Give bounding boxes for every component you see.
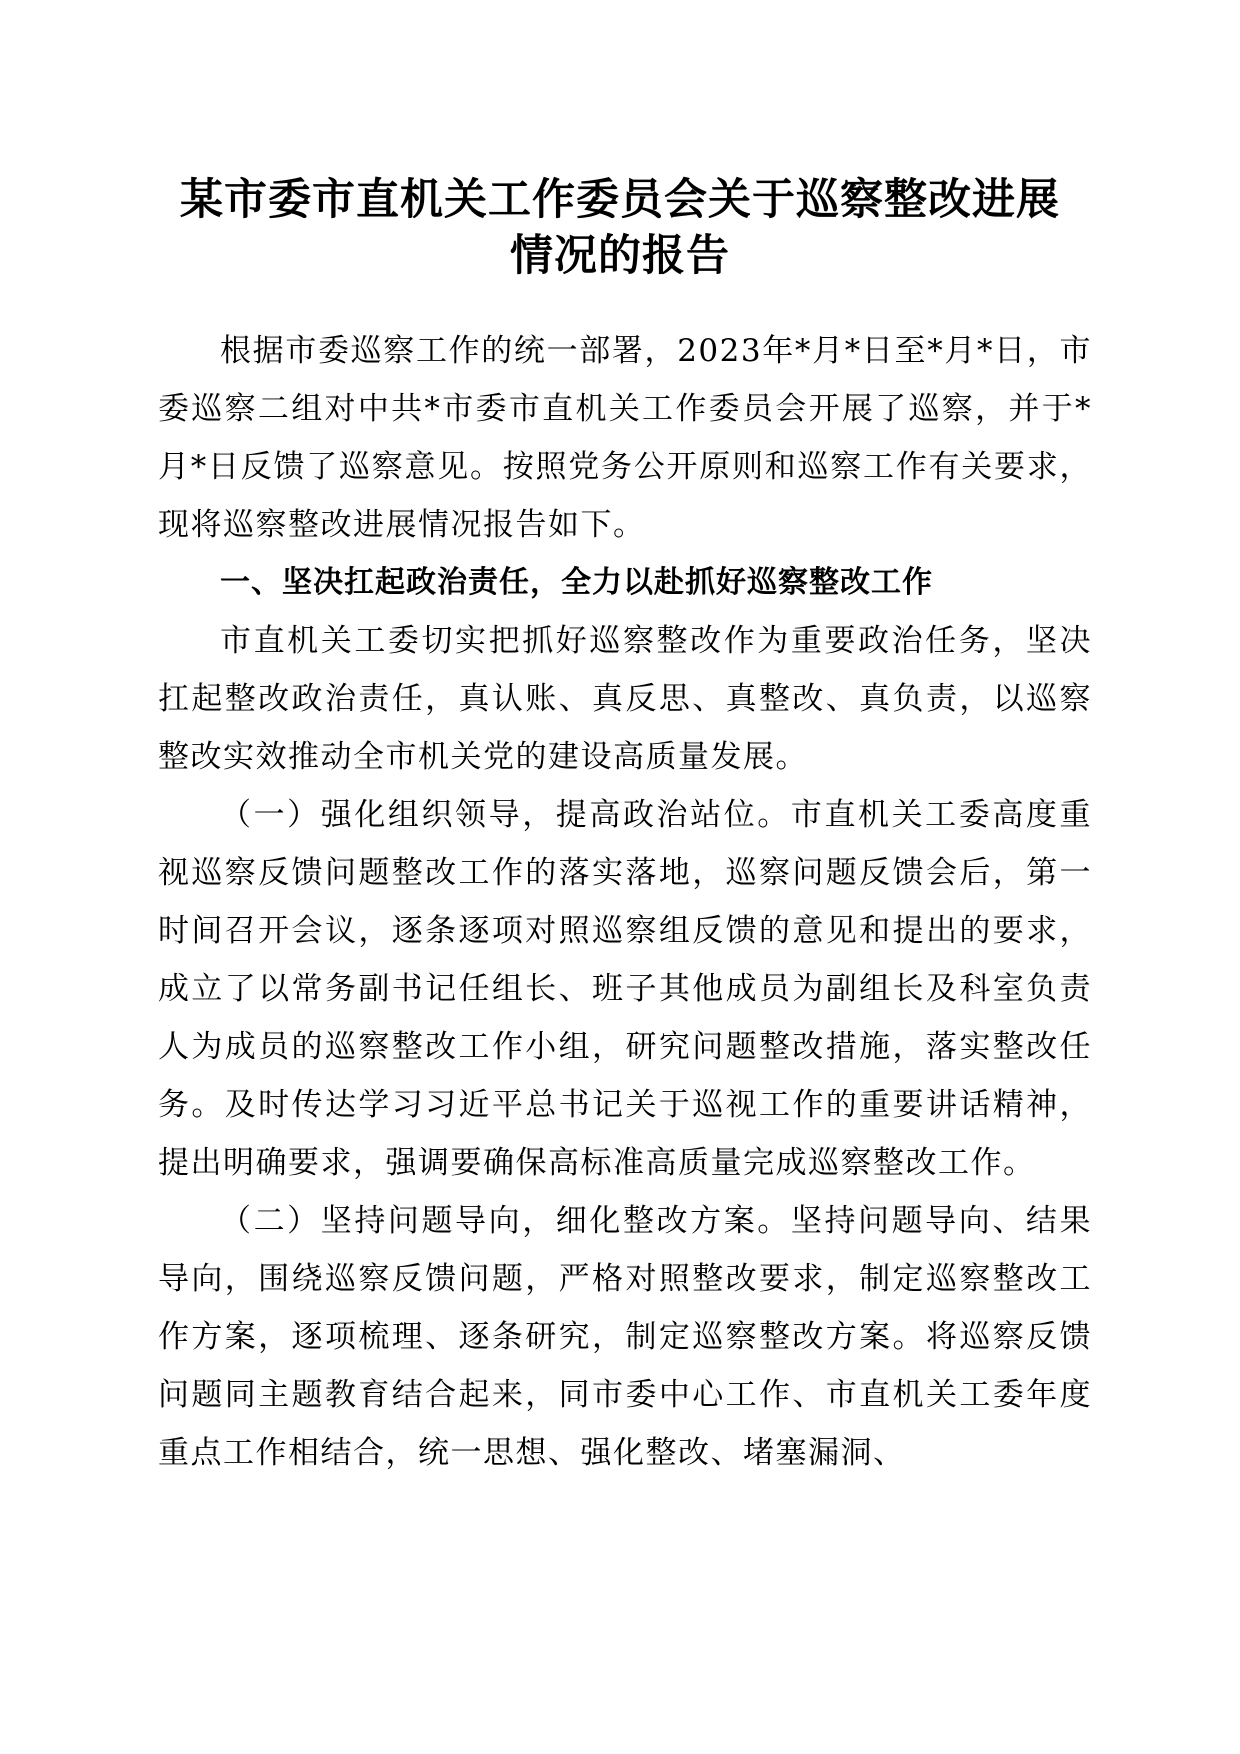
document-body xyxy=(158,322,1092,1482)
section-heading-1: 一、坚决扛起政治责任，全力以赴抓好巡察整改工作 xyxy=(220,565,933,600)
title-line-2: 情况的报告 xyxy=(510,231,730,281)
document-title xyxy=(120,172,1120,284)
section-1-paragraph: 市直机关工委切实把抓好巡察整改作为重要政治任务，坚决扛起整改政治责任，真认账、真反思、真整改、真负责，以巡察整改实效推动全市机关党的建设高质量发展。 xyxy=(158,623,1092,775)
intro-paragraph: 根据市委巡察工作的统一部署，2023年*月*日至*月*日，市委巡察二组对中共*市委市直机关工作委员会开展了巡察，并于*月*日反馈了巡察意见。按照党务公开原则和巡察工作有关要求，现将巡察整改进展情况报告如下。 xyxy=(158,333,1092,543)
subsection-2-paragraph: （二）坚持问题导向，细化整改方案。坚持问题导向、结果导向，围绕巡察反馈问题，严格对照整改要求，制定巡察整改工作方案，逐项梳理、逐条研究，制定巡察整改方案。将巡察反馈问题同主题教育结合起来，同市委中心工作、市直机关工委年度重点工作相结合，统一思想、强化整改、堵塞漏洞、 xyxy=(158,1203,1092,1471)
title-line-1: 某市委市直机关工作委员会关于巡察整改进展 xyxy=(180,175,1060,225)
subsection-1-paragraph: （一）强化组织领导，提高政治站位。市直机关工委高度重视巡察反馈问题整改工作的落实落地，巡察问题反馈会后，第一时间召开会议，逐条逐项对照巡察组反馈的意见和提出的要求，成立了以常务副书记任组长、班子其他成员为副组长及科室负责人为成员的巡察整改工作小组，研究问题整改措施，落实整改任务。及时传达学习习近平总书记关于巡视工作的重要讲话精神，提出明确要求，强调要确保高标准高质量完成巡察整改工作。 xyxy=(158,797,1092,1181)
